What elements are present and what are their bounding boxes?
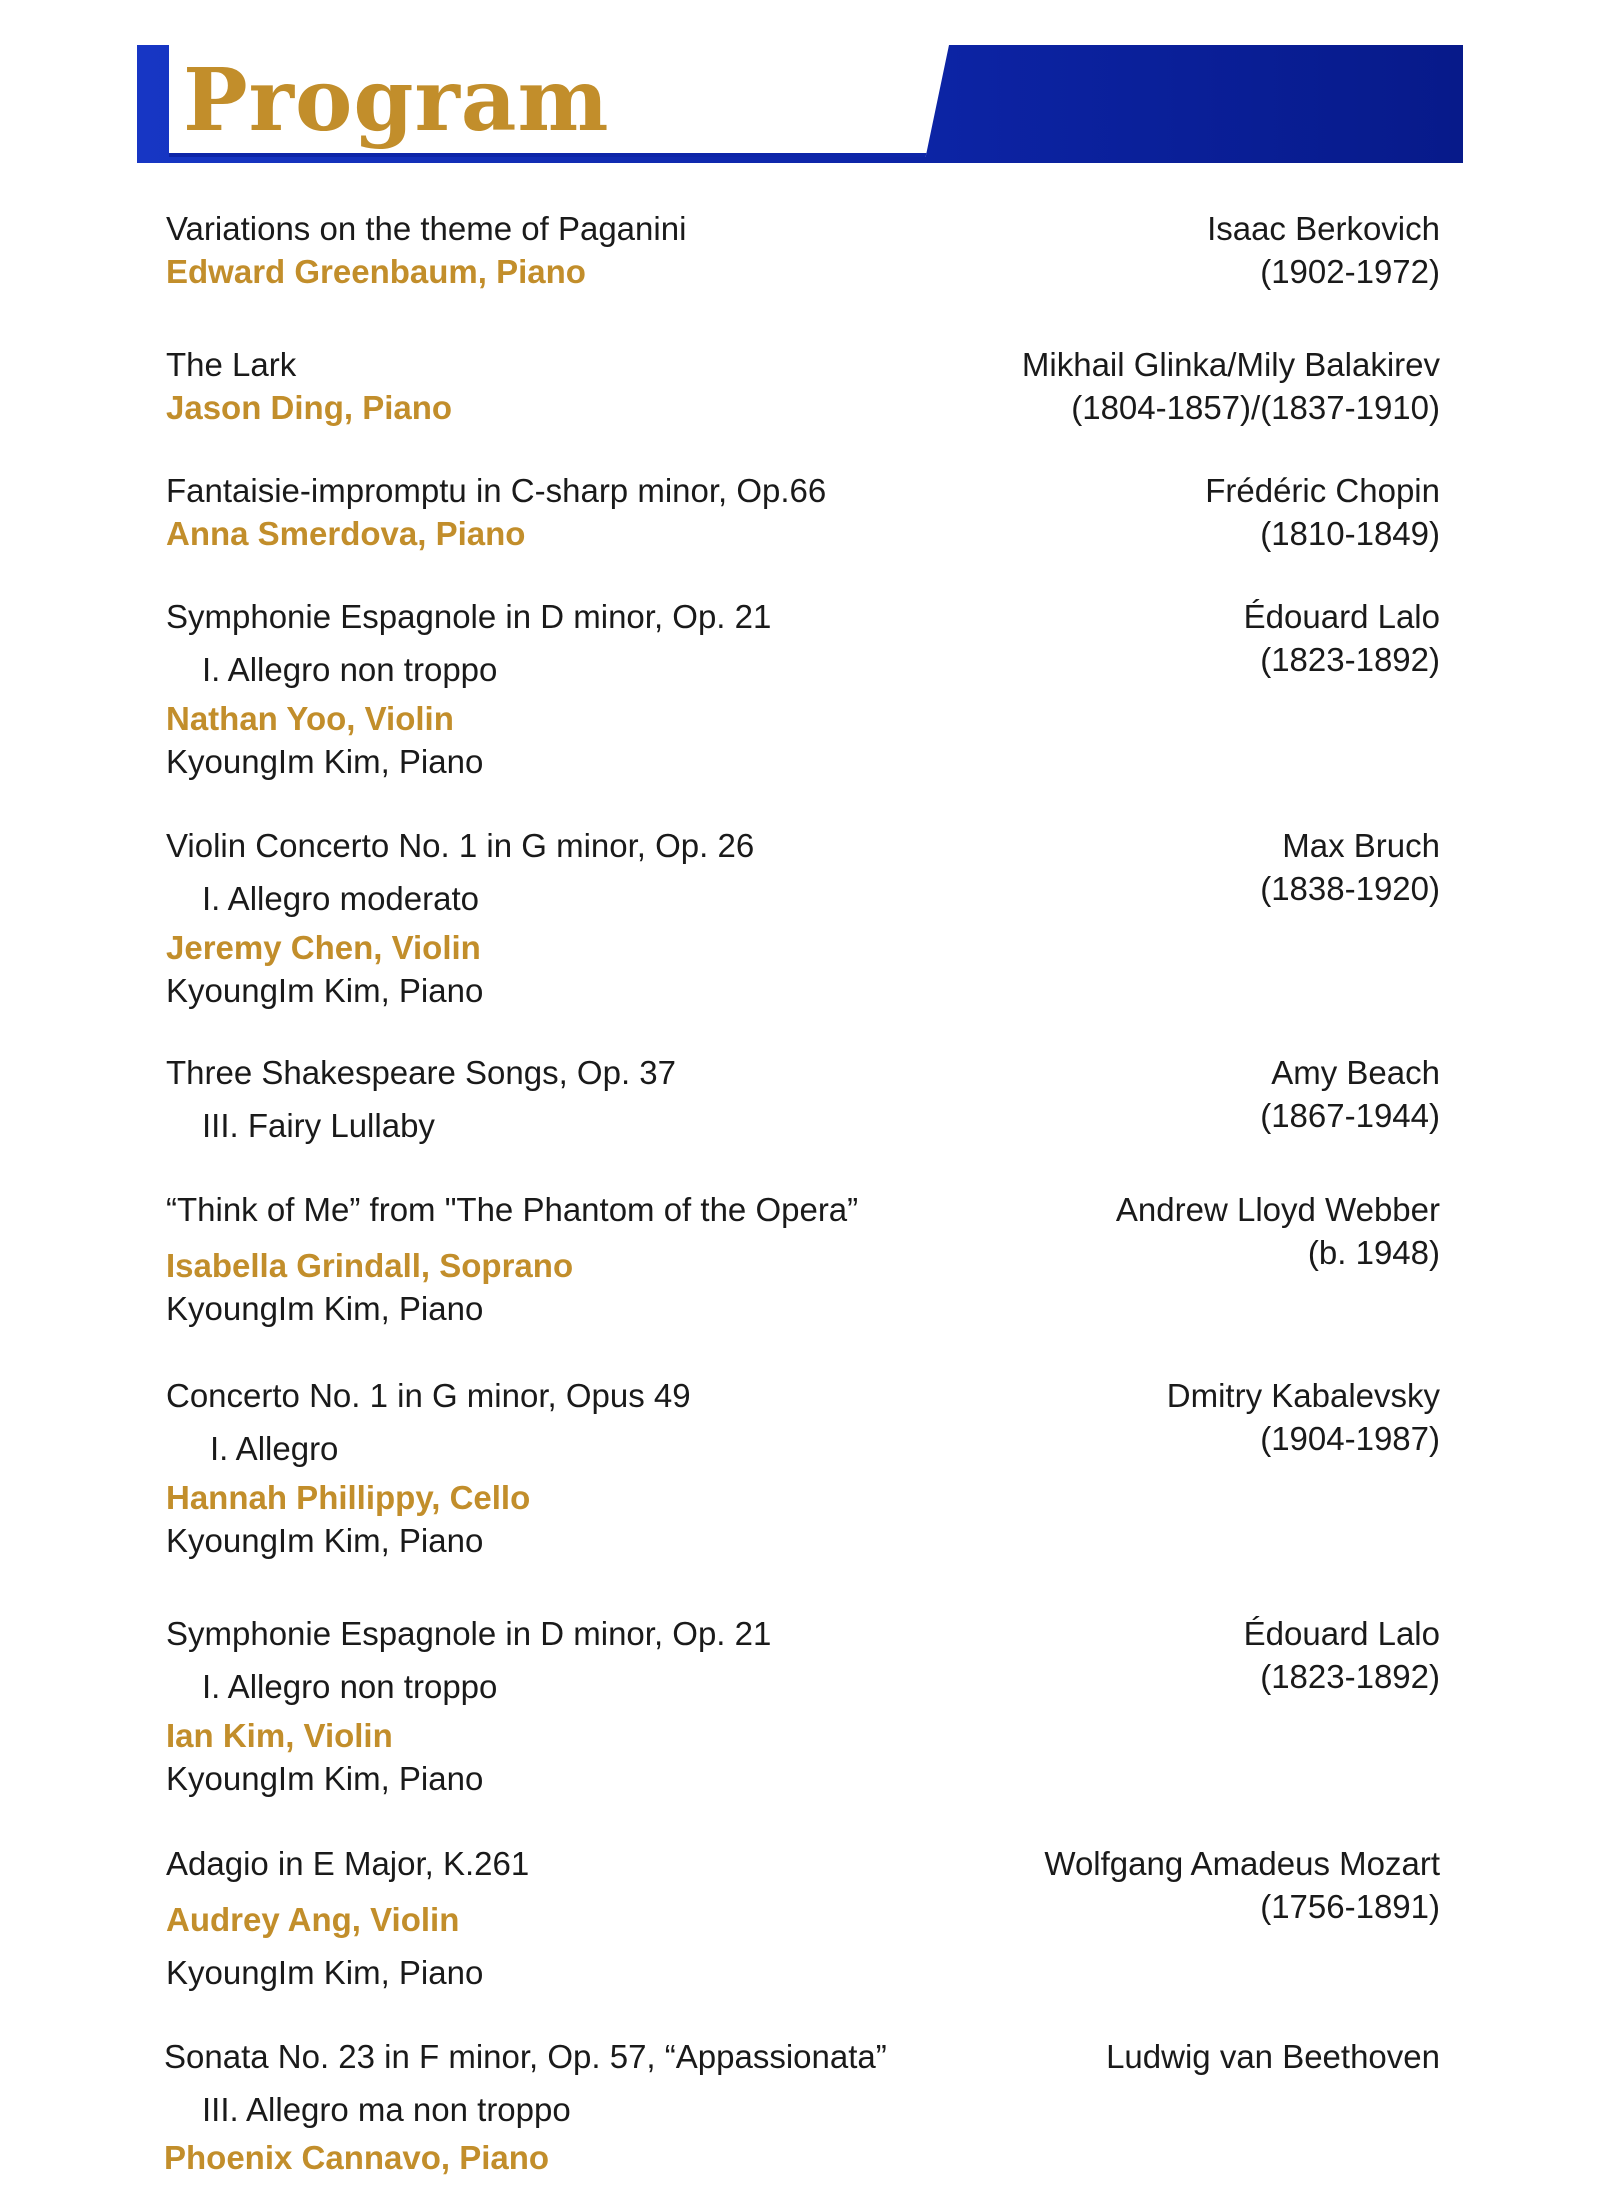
performer: Jeremy Chen, Violin — [166, 929, 481, 966]
performer: Edward Greenbaum, Piano — [166, 253, 586, 290]
accompanist: KyoungIm Kim, Piano — [166, 1290, 484, 1327]
performer: Ian Kim, Violin — [166, 1717, 393, 1754]
work-title: Concerto No. 1 in G minor, Opus 49 — [166, 1377, 691, 1414]
accompanist: KyoungIm Kim, Piano — [166, 743, 484, 780]
composer-dates: (1867-1944) — [1260, 1097, 1440, 1134]
work-title: Symphonie Espagnole in D minor, Op. 21 — [166, 1615, 772, 1652]
performer: Hannah Phillippy, Cello — [166, 1479, 531, 1516]
work-title: Adagio in E Major, K.261 — [166, 1845, 530, 1882]
work-title: Sonata No. 23 in F minor, Op. 57, “Appassionata” — [164, 2038, 887, 2075]
movement: III. Fairy Lullaby — [202, 1107, 435, 1144]
composer-dates: (1823-1892) — [1260, 1658, 1440, 1695]
composer: Mikhail Glinka/Mily Balakirev — [1021, 346, 1440, 383]
work-title: Variations on the theme of Paganini — [166, 210, 687, 247]
composer-dates: (1838-1920) — [1260, 870, 1440, 907]
composer: Édouard Lalo — [1243, 1615, 1440, 1652]
composer-dates: (1804-1857)/(1837-1910) — [1071, 389, 1440, 426]
movement: I. Allegro — [210, 1430, 339, 1467]
accompanist: KyoungIm Kim, Piano — [166, 1522, 484, 1559]
page-title: Program — [183, 50, 610, 151]
composer-dates: (1810-1849) — [1260, 515, 1440, 552]
accompanist: KyoungIm Kim, Piano — [166, 1954, 484, 1991]
performer: Phoenix Cannavo, Piano — [164, 2139, 550, 2176]
composer: Édouard Lalo — [1243, 598, 1440, 635]
composer: Max Bruch — [1282, 827, 1440, 864]
performer: Jason Ding, Piano — [166, 389, 453, 426]
work-title: Three Shakespeare Songs, Op. 37 — [166, 1054, 676, 1091]
program-header — [137, 45, 1463, 163]
work-title: Violin Concerto No. 1 in G minor, Op. 26 — [166, 827, 755, 864]
composer: Ludwig van Beethoven — [1106, 2038, 1440, 2075]
performer: Isabella Grindall, Soprano — [166, 1247, 574, 1284]
work-title: Symphonie Espagnole in D minor, Op. 21 — [166, 598, 772, 635]
movement: I. Allegro non troppo — [202, 1668, 498, 1705]
composer-dates: (1904-1987) — [1260, 1420, 1440, 1457]
composer-dates: (1902-1972) — [1260, 253, 1440, 290]
composer: Amy Beach — [1271, 1054, 1440, 1091]
composer: Andrew Lloyd Webber — [1115, 1191, 1440, 1228]
composer: Dmitry Kabalevsky — [1166, 1377, 1440, 1414]
movement: I. Allegro non troppo — [202, 651, 498, 688]
work-title: “Think of Me” from "The Phantom of the Opera” — [166, 1191, 859, 1228]
composer-dates: (1756-1891) — [1260, 1888, 1440, 1925]
composer: Wolfgang Amadeus Mozart — [1044, 1845, 1440, 1882]
accompanist: KyoungIm Kim, Piano — [166, 972, 484, 1009]
composer: Isaac Berkovich — [1207, 210, 1440, 247]
composer-dates: (b. 1948) — [1307, 1234, 1440, 1271]
performer: Anna Smerdova, Piano — [166, 515, 526, 552]
performer: Audrey Ang, Violin — [166, 1901, 460, 1938]
movement: I. Allegro moderato — [202, 880, 479, 917]
composer: Frédéric Chopin — [1205, 472, 1440, 509]
composer-dates: (1823-1892) — [1260, 641, 1440, 678]
work-title: The Lark — [166, 346, 297, 383]
performer: Nathan Yoo, Violin — [166, 700, 454, 737]
work-title: Fantaisie-impromptu in C-sharp minor, Op.66 — [166, 472, 827, 509]
movement: III. Allegro ma non troppo — [202, 2091, 571, 2128]
accompanist: KyoungIm Kim, Piano — [166, 1760, 484, 1797]
